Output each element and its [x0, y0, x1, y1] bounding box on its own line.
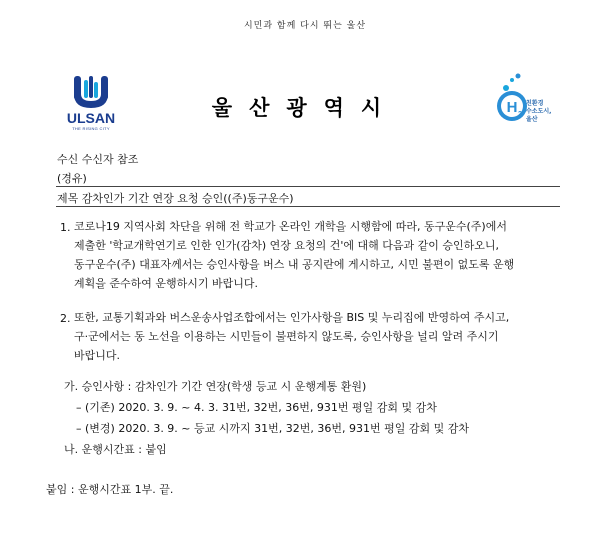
paragraph-number: 1.	[60, 221, 71, 234]
slogan: 시민과 함께 다시 뛰는 울산	[243, 21, 367, 31]
hydrogen-city-logo	[496, 70, 566, 138]
divider	[56, 186, 560, 187]
hydrogen-logo-line3: 울산	[526, 116, 538, 123]
item-ga-before: – (기존) 2020. 3. 9. ~ 4. 3. 31번, 32번, 36번, 931번 평일 감회 및 감차	[76, 401, 437, 414]
svg-text:H: H	[506, 99, 518, 116]
hydrogen-logo-line1: 친환경	[526, 100, 544, 107]
svg-text:2: 2	[518, 111, 522, 118]
hydrogen-logo-line2: 수소도시,	[526, 108, 552, 115]
subject-line: 제목 감차인가 기간 연장 요청 승인((주)동구운수)	[57, 192, 294, 205]
paragraph-line: 구·군에서는 동 노선을 이용하는 시민들이 불편하지 않도록, 승인사항을 널리 알려 주시기	[74, 330, 499, 343]
attachment-line: 붙임 : 운행시간표 1부. 끝.	[46, 483, 174, 496]
divider	[56, 206, 560, 207]
paragraph-1	[74, 217, 514, 293]
paragraph-line: 바랍니다.	[74, 349, 121, 362]
ulsan-logo-tagline: THE RISING CITY	[72, 126, 110, 131]
paragraph-line: 계획을 준수하여 운행하시기 바랍니다.	[74, 277, 259, 290]
via-line: (경유)	[57, 172, 87, 185]
org-title: 울산광역시	[211, 96, 399, 120]
paragraph-line: 동구운수(주) 대표자께서는 승인사항을 버스 내 공지란에 게시하고, 시민 불편이 없도록 운행	[74, 258, 515, 271]
paragraph-2	[74, 308, 509, 365]
item-ga: 가. 승인사항 : 감차인가 기간 연장(학생 등교 시 운행계통 환원)	[64, 380, 367, 393]
ulsan-logo-text: ULSAN	[66, 110, 116, 126]
item-ga-after: – (변경) 2020. 3. 9. ~ 등교 시까지 31번, 32번, 36번, 931번 평일 감회 및 감차	[76, 422, 469, 435]
paragraph-line: 코로나19 지역사회 차단을 위해 전 학교가 온라인 개학을 시행함에 따라, 동구운수(주)에서	[74, 220, 507, 233]
paragraph-number: 2.	[60, 312, 71, 325]
item-na: 나. 운행시간표 : 붙임	[64, 443, 167, 456]
recipient-line: 수신 수신자 참조	[57, 153, 139, 166]
paragraph-line: 또한, 교통기획과와 버스운송사업조합에서는 인가사항을 BIS 및 누리집에 반영하여 주시고,	[74, 311, 510, 324]
paragraph-line: 제출한 '학교개학연기로 인한 인가(감차) 연장 요청의 건'에 대해 다음과 같이 승인하오니,	[74, 239, 500, 252]
